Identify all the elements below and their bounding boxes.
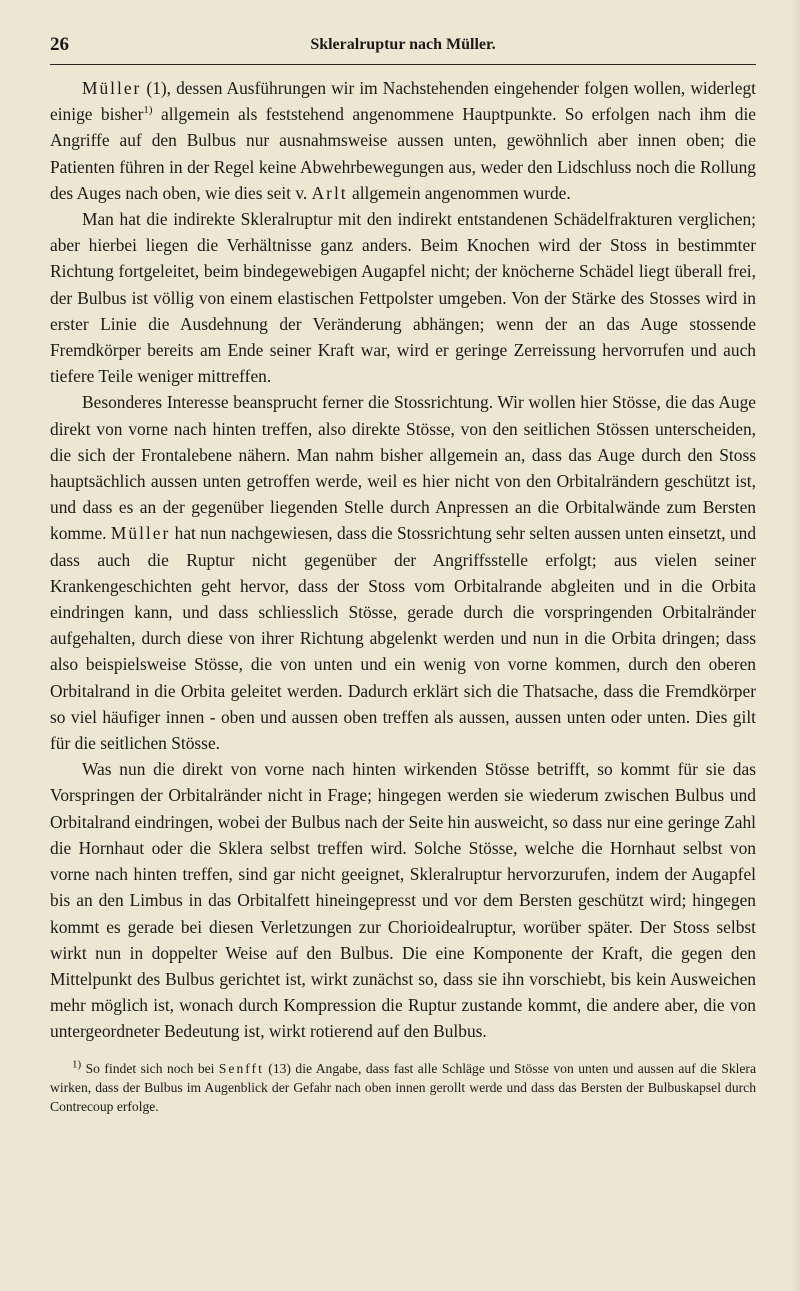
author-name: Müller xyxy=(82,78,142,98)
paragraph-3: Besonderes Interesse beansprucht ferner die Stossrichtung. Wir wollen hier Stösse, die das Auge direkt von vorne nach hinten treffen, also direkte Stösse, von den seitlichen Stössen unterscheiden, die sich der Frontalebene nähern. Man nahm bisher allgemein an, dass das Auge durch den Stoss hauptsächlich aussen unten getroffen werde, weil es hier nicht von den Orbitalrändern geschützt ist, und dass es an der gegenüber liegenden Stelle durch Anpressen an die Orbitalwände zum Bersten komme. Müller hat nun nachgewiesen, dass die Stossrichtung sehr selten aussen unten einsetzt, und dass auch die Ruptur nicht gegenüber der Angriffsstelle erfolgt; aus vielen seiner Krankengeschichten geht hervor, dass der Stoss vom Orbitalrande abgleiten und in die Orbita eindringen kann, und dass schliesslich Stösse, gerade durch die vorspringenden Orbitalränder aufgehalten, durch diese von ihrer Richtung abgelenkt werden und nun in die Orbita dringen; dass also beispielsweise Stösse, die von unten und ein wenig von vorne kommen, durch den oberen Orbitalrand in die Orbita geleitet werden. Dadurch erklärt sich die Thatsache, dass die Fremdkörper so viel häufiger innen - oben und aussen oben treffen als aussen, aussen unten oder unten. Dies gilt für die seitlichen Stösse. xyxy=(50,392,757,754)
footnote: $^{1)}$ So findet sich noch bei Senfft (13) die Angabe, dass fast alle Schläge und Stösse von unten und aussen auf die Sklera wirken, dass der Bulbus im Augenblick der Gefahr nach oben innen gerollt werde und dass das Bersten der Bulbuskapsel durch Contrecoup erfolge. xyxy=(50,1057,756,1114)
running-head: Skleralruptur nach Müller. xyxy=(310,36,496,53)
footnote-ref: 1) xyxy=(143,104,153,117)
author-name: Müller xyxy=(110,523,171,544)
page-header xyxy=(50,34,756,65)
paragraph-2: Man hat die indirekte Skleralruptur mit den indirekt entstandenen Schädelfrakturen verglichen; aber hierbei liegen die Verhältnisse ganz anders. Beim Knochen wird der Stoss in bestimmter Richtung fortgeleitet, beim bindegewebigen Augapfel nicht; der knöcherne Schädel liegt überall frei, der Bulbus ist völlig von einem elastischen Fettpolster umgeben. Von der Stärke des Stosses wird in erster Linie die Ausdehnung der Veränderung abhängen; wenn der an das Auge stossende Fremdkörper bereits am Ende seiner Kraft war, wird er geringe Zerreissung hervorrufen und auch tiefere Teile weniger mittreffen. xyxy=(50,209,756,387)
page-number: 26 xyxy=(50,34,69,55)
paragraph-4: Was nun die direkt von vorne nach hinten wirkenden Stösse betrifft, so kommt für sie das Vorspringen der Orbitalränder nicht in Frage; hingegen werden sie wiederum zwischen Bulbus und Orbitalrand eindringen, wobei der Bulbus nach der Seite hin ausweicht, so dass nur eine geringe Zahl die Hornhaut oder die Sklera selbst treffen wird. Solche Stösse, welche die Hornhaut selbst von vorne nach hinten treffen, sind gar nicht geeignet, Skleralruptur hervorzurufen, indem der Augapfel bis an den Limbus in das Orbitalfett hineingepresst und vor dem Bersten geschützt wird; hingegen kommt es gerade bei diesen Verletzungen zur Chorioidealruptur, worüber später. Der Stoss selbst wirkt nun in doppelter Weise auf den Bulbus. Die eine Komponente der Kraft, die gegen den Mittelpunkt des Bulbus gerichtet ist, wirkt zunächst so, dass sie ihn vorschiebt, bis kein Ausweichen mehr möglich ist, wonach durch Kompression die Ruptur zustande kommt, die andere aber, die von untergeordneter Bedeutung ist, wirkt rotierend auf den Bulbus. xyxy=(50,759,756,1042)
author-name: Arlt xyxy=(311,182,348,203)
author-name: Senfft xyxy=(218,1060,264,1076)
paragraph-1: Müller (1), dessen Ausführungen wir im Nachstehenden eingehender folgen wollen, widerlegt einige bisher$^{1)}$ allgemein als feststehend angenommene Hauptpunkte. So erfolgen nach ihm die Angriffe auf den Bulbus nur ausnahmsweise aussen unten, gewöhnlich aber innen oben; die Patienten führen in der Regel keine Abwehrbewegungen aus, weder den Lidschluss noch die Rollung des Auges nach oben, wie dies seit v. Arlt allgemein angenommen wurde. xyxy=(50,78,756,203)
footnote-marker: 1) xyxy=(72,1057,82,1070)
body-text xyxy=(50,75,756,1045)
